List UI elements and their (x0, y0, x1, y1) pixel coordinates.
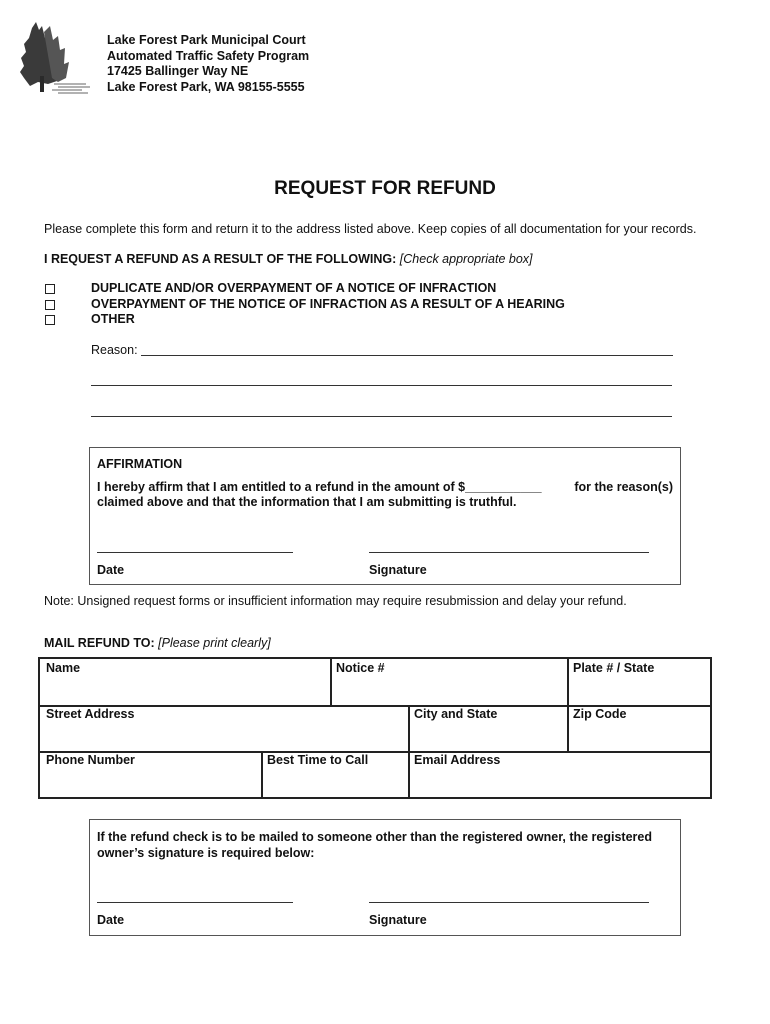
affirmation-text-part1: I hereby affirm that I am entitled to a refund in the amount of $ (97, 480, 466, 494)
best-time-label: Best Time to Call (267, 753, 369, 767)
mail-heading-bold: MAIL REFUND TO: (44, 636, 155, 650)
option-hearing-checkbox[interactable] (45, 300, 55, 310)
request-heading-bold: I REQUEST A REFUND AS A RESULT OF THE FOLLOWING: (44, 252, 397, 266)
affirmation-text-part2: for the reason(s) (574, 480, 673, 494)
option-other-label: OTHER (91, 312, 135, 326)
city-state-label: City and State (414, 707, 498, 721)
owner-signature-label: Signature (369, 913, 427, 927)
owner-date-label: Date (97, 913, 125, 927)
zip-label: Zip Code (573, 707, 627, 721)
option-hearing-label: OVERPAYMENT OF THE NOTICE OF INFRACTION AS A RESULT OF A HEARING (91, 297, 565, 311)
reason-line-3[interactable] (91, 416, 672, 417)
street-label: Street Address (46, 707, 135, 721)
affirmation-signature-label: Signature (369, 563, 427, 577)
affirmation-text-line1 (97, 480, 673, 494)
refund-amount-blank[interactable]: ___________ (465, 480, 542, 494)
mail-heading-hint: [Please print clearly] (158, 636, 271, 650)
best-time-cell[interactable] (261, 751, 410, 797)
request-heading (44, 252, 533, 266)
reason-line-2[interactable] (91, 385, 672, 386)
mail-heading (44, 636, 271, 650)
phone-cell[interactable] (40, 751, 263, 797)
notice-label: Notice # (336, 661, 385, 675)
reason-label: Reason: (91, 343, 138, 357)
affirmation-date-line[interactable] (97, 552, 293, 553)
owner-signature-line[interactable] (369, 902, 649, 903)
owner-box-text: If the refund check is to be mailed to someone other than the registered owner, the registered owner’s signature is required below: (97, 830, 652, 860)
name-cell[interactable] (40, 659, 332, 707)
city-state-cell[interactable] (408, 705, 569, 753)
court-address-block (107, 33, 309, 95)
street-cell[interactable] (40, 705, 410, 753)
plate-state-cell[interactable] (567, 659, 710, 707)
affirmation-text-line2: claimed above and that the information that I am submitting is truthful. (97, 495, 517, 509)
city-state-zip: Lake Forest Park, WA 98155-5555 (107, 79, 305, 94)
email-label: Email Address (414, 753, 501, 767)
request-heading-hint: [Check appropriate box] (399, 252, 533, 266)
page-title: REQUEST FOR REFUND (274, 178, 496, 199)
program-name: Automated Traffic Safety Program (107, 48, 310, 63)
street-address: 17425 Ballinger Way NE (107, 64, 249, 78)
affirmation-date-label: Date (97, 563, 125, 577)
note-text: Note: Unsigned request forms or insufficient information may require resubmission and delay your refund. (44, 594, 627, 608)
reason-line-1[interactable] (141, 355, 673, 356)
affirmation-heading: AFFIRMATION (97, 457, 183, 471)
phone-label: Phone Number (46, 753, 135, 767)
forest-trees-logo-icon (18, 20, 96, 100)
owner-date-line[interactable] (97, 902, 293, 903)
notice-cell[interactable] (330, 659, 569, 707)
plate-state-label: Plate # / State (573, 661, 655, 675)
name-label: Name (46, 661, 81, 675)
option-other-checkbox[interactable] (45, 315, 55, 325)
affirmation-signature-line[interactable] (369, 552, 649, 553)
option-duplicate-checkbox[interactable] (45, 284, 55, 294)
zip-cell[interactable] (567, 705, 710, 753)
email-cell[interactable] (408, 751, 710, 797)
court-name: Lake Forest Park Municipal Court (107, 33, 306, 47)
instructions-text: Please complete this form and return it to the address listed above. Keep copies of all documentation for your records. (44, 222, 697, 236)
mail-address-table (38, 657, 712, 799)
option-duplicate-label: DUPLICATE AND/OR OVERPAYMENT OF A NOTICE OF INFRACTION (91, 281, 497, 295)
